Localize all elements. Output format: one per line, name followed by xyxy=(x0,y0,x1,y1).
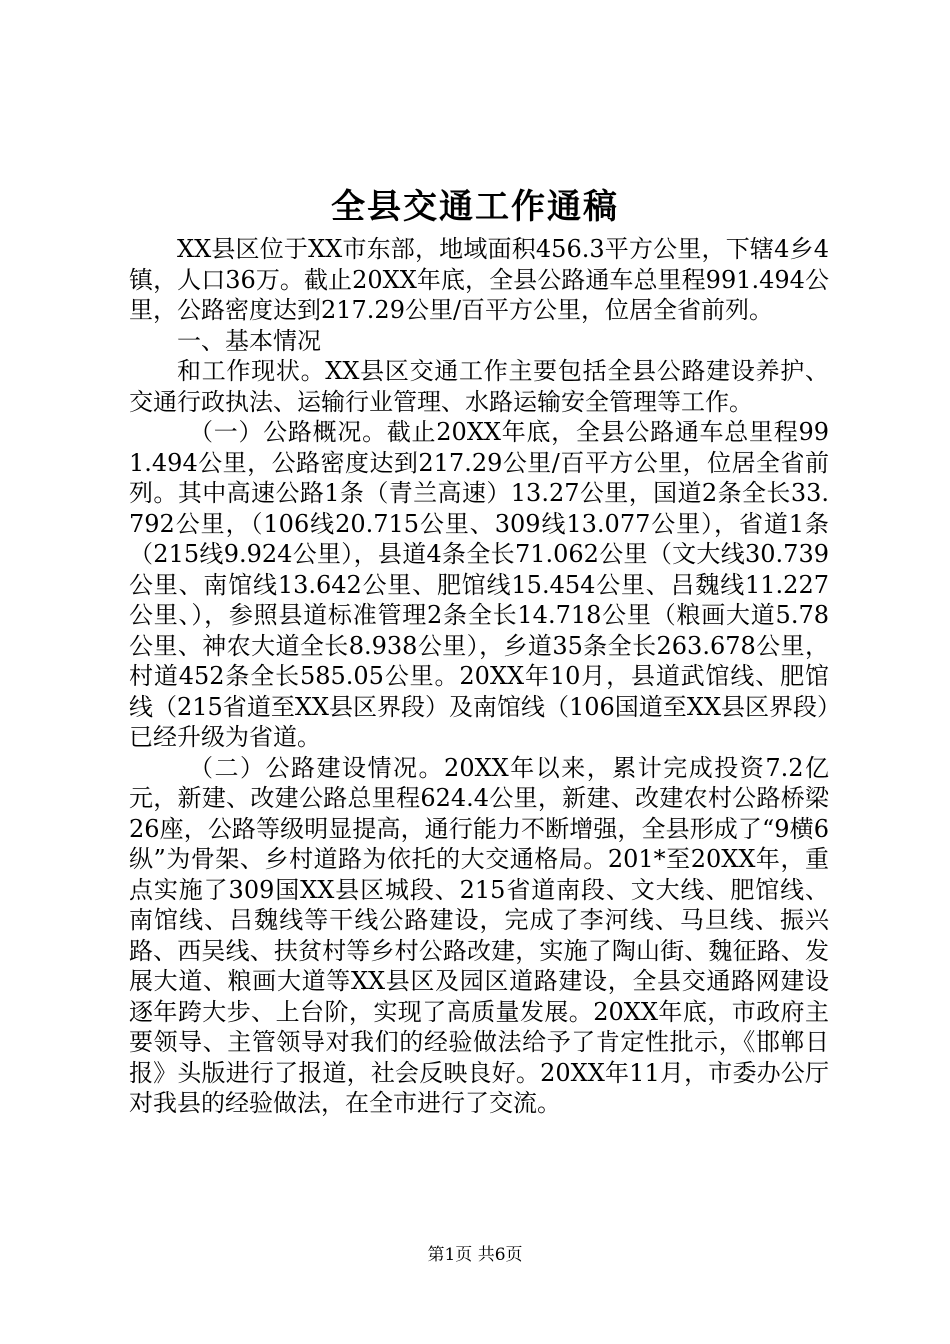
document-title: 全县交通工作通稿 xyxy=(331,187,619,227)
paragraph-road-overview: （一）公路概况。截止20XX年底，全县公路通车总里程991.494公里，公路密度达到217.29公里/百平方公里，位居全省前列。其中高速公路1条（青兰高速）13.27公里，国道2条全长33.792公里，（106线20.715公里、309线13.077公里），省道1条（215线9.924公里），县道4条全长71.062公里（文大线30.739公里、南馆线13.642公里、肥馆线15.454公里、吕魏线11.227公里、），参照县道标准管理2条全长14.718公里（粮画大道5.78公里、神农大道全长8.938公里），乡道35条全长263.678公里，村道452条全长585.05公里。20XX年10月，县道武馆线、肥馆线（215省道至XX县区界段）及南馆线（106国道至XX县区界段）已经升级为省道。 xyxy=(129,418,829,751)
page-number-footer: 第1页 共6页 xyxy=(427,1245,523,1265)
paragraph-road-construction: （二）公路建设情况。20XX年以来，累计完成投资7.2亿元，新建、改建公路总里程624.4公里，新建、改建农村公路桥梁26座，公路等级明显提高，通行能力不断增强，全县形成了“9横6纵”为骨架、乡村道路为依托的大交通格局。201*至20XX年，重点实施了309国XX县区城段、215省道南段、文大线、肥馆线、南馆线、吕魏线等干线公路建设，完成了李河线、马旦线、振兴路、西吴线、扶贫村等乡村公路改建，实施了陶山街、魏征路、发展大道、粮画大道等XX县区及园区道路建设，全县交通路网建设逐年跨大步、上台阶，实现了高质量发展。20XX年底，市政府主要领导、主管领导对我们的经验做法给予了肯定性批示，《邯郸日报》头版进行了报道，社会反映良好。20XX年11月，市委办公厅对我县的经验做法，在全市进行了交流。 xyxy=(129,753,829,1117)
section-heading-basic: 一、基本情况 xyxy=(177,326,321,355)
document-body xyxy=(129,234,829,1119)
paragraph-intro: XX县区位于XX市东部，地域面积456.3平方公里，下辖4乡4镇，人口36万。截止20XX年底，全县公路通车总里程991.494公里，公路密度达到217.29公里/百平方公里，位居全省前列。 xyxy=(129,235,829,324)
paragraph-status: 和工作现状。XX县区交通工作主要包括全县公路建设养护、交通行政执法、运输行业管理、水路运输安全管理等工作。 xyxy=(129,357,829,416)
